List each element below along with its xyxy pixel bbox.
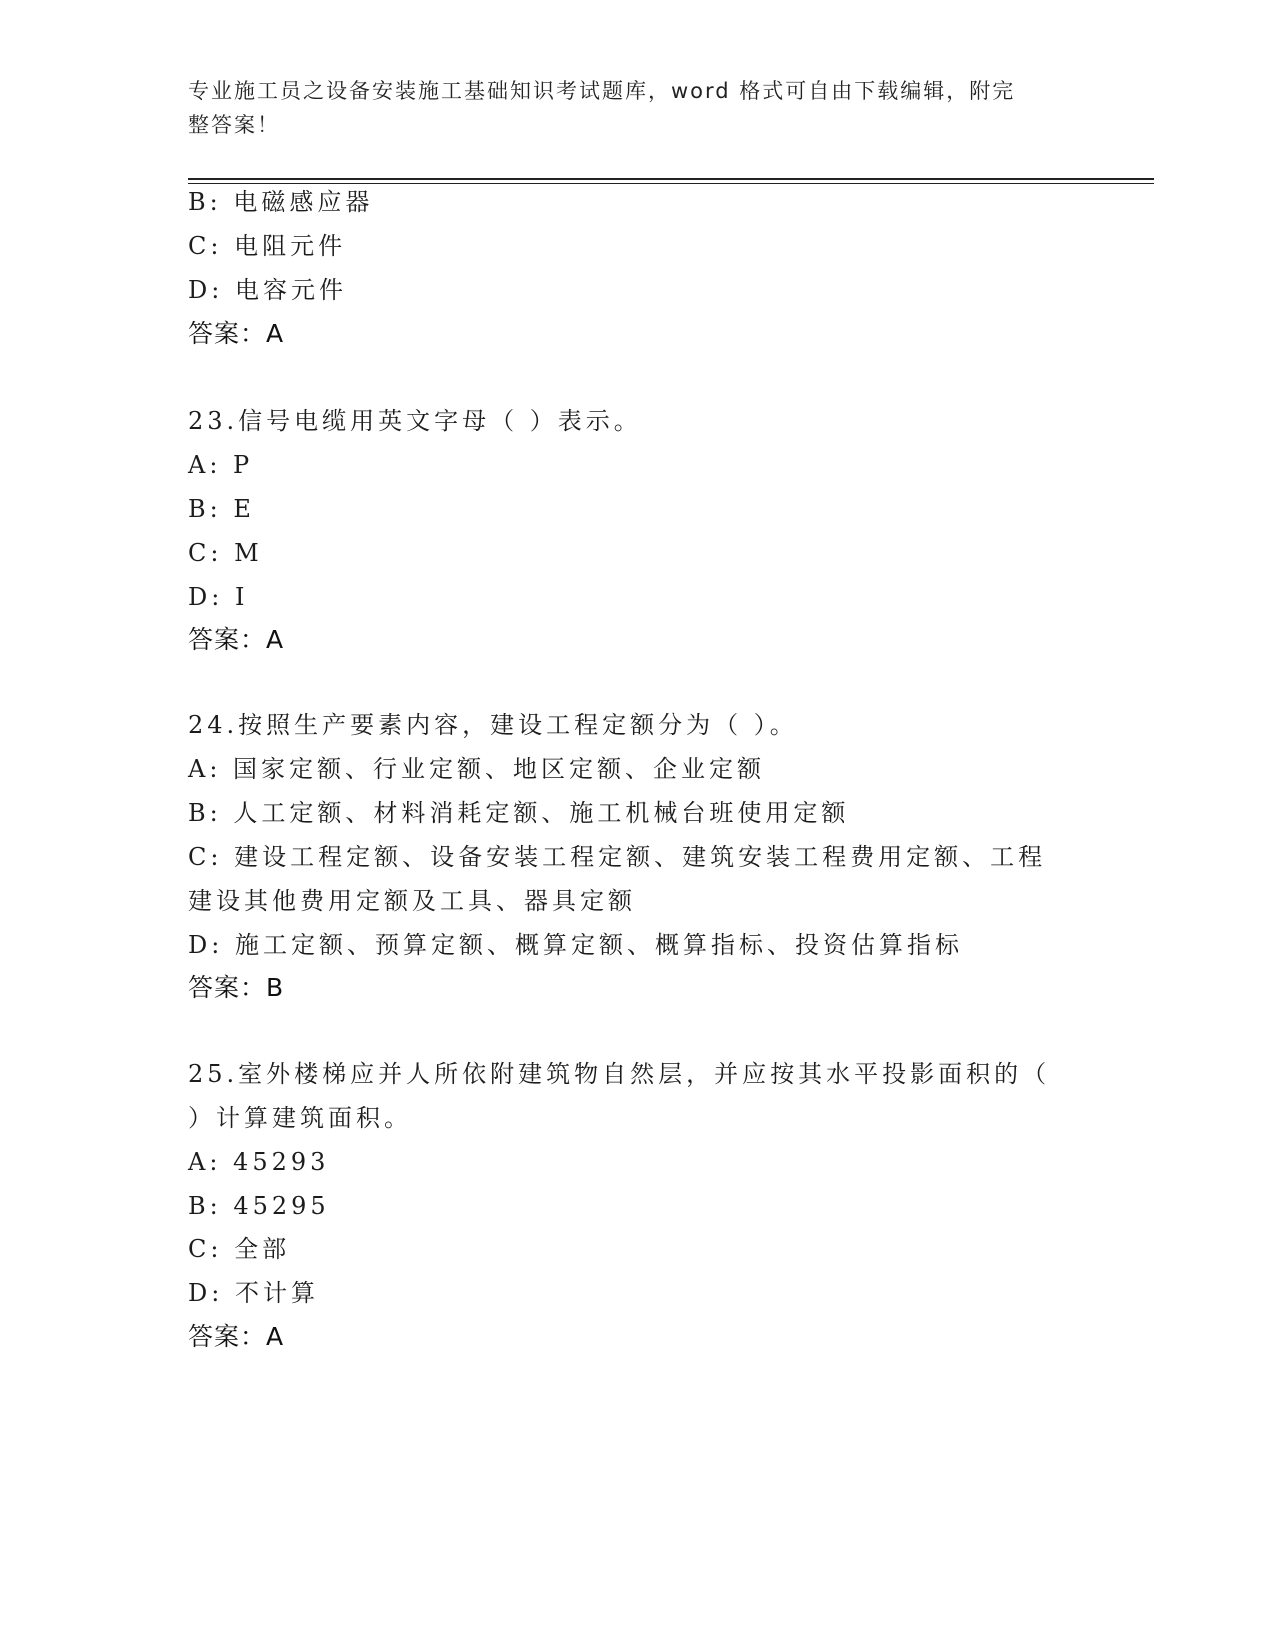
q22-answer: 答案：A: [188, 319, 285, 348]
q25-answer: 答案：A: [188, 1322, 285, 1351]
document-header: [188, 74, 1068, 142]
q25-stem-line-2: ）计算建筑面积。: [188, 1104, 412, 1132]
q23-option-b: B: E: [188, 495, 255, 523]
q24-stem: 24.按照生产要素内容，建设工程定额分为（ ）。: [188, 711, 798, 739]
q24-answer: 答案：B: [188, 973, 285, 1002]
header-divider-thin: [188, 183, 1154, 184]
q23-stem: 23.信号电缆用英文字母（ ）表示。: [188, 407, 642, 435]
q23-option-d: D: I: [188, 583, 249, 611]
q24-option-c-line-1: C: 建设工程定额、设备安装工程定额、建筑安装工程费用定额、工程: [188, 843, 1047, 871]
header-divider-thick: [188, 178, 1154, 180]
q25-option-b: B: 45295: [188, 1192, 330, 1220]
q25-option-d: D: 不计算: [188, 1279, 319, 1307]
q22-option-c: C: 电阻元件: [188, 232, 347, 260]
q25-stem-line-1: 25.室外楼梯应并人所依附建筑物自然层，并应按其水平投影面积的（: [188, 1060, 1051, 1088]
header-intro-line-2: 整答案！: [188, 113, 280, 137]
q22-option-b: B: 电磁感应器: [188, 188, 374, 216]
q23-option-a: A: P: [188, 451, 254, 479]
q25-option-c: C: 全部: [188, 1235, 291, 1263]
q25-option-a: A: 45293: [188, 1148, 330, 1176]
q23-option-c: C: M: [188, 539, 263, 567]
q23-answer: 答案：A: [188, 625, 285, 654]
q24-option-a: A: 国家定额、行业定额、地区定额、企业定额: [188, 755, 766, 783]
q24-option-c-line-2: 建设其他费用定额及工具、器具定额: [188, 887, 636, 915]
header-intro-line-1: 专业施工员之设备安装施工基础知识考试题库，word 格式可自由下载编辑，附完: [188, 79, 1016, 103]
q24-option-d: D: 施工定额、预算定额、概算定额、概算指标、投资估算指标: [188, 931, 963, 959]
q24-option-b: B: 人工定额、材料消耗定额、施工机械台班使用定额: [188, 799, 850, 827]
q22-option-d: D: 电容元件: [188, 276, 347, 304]
